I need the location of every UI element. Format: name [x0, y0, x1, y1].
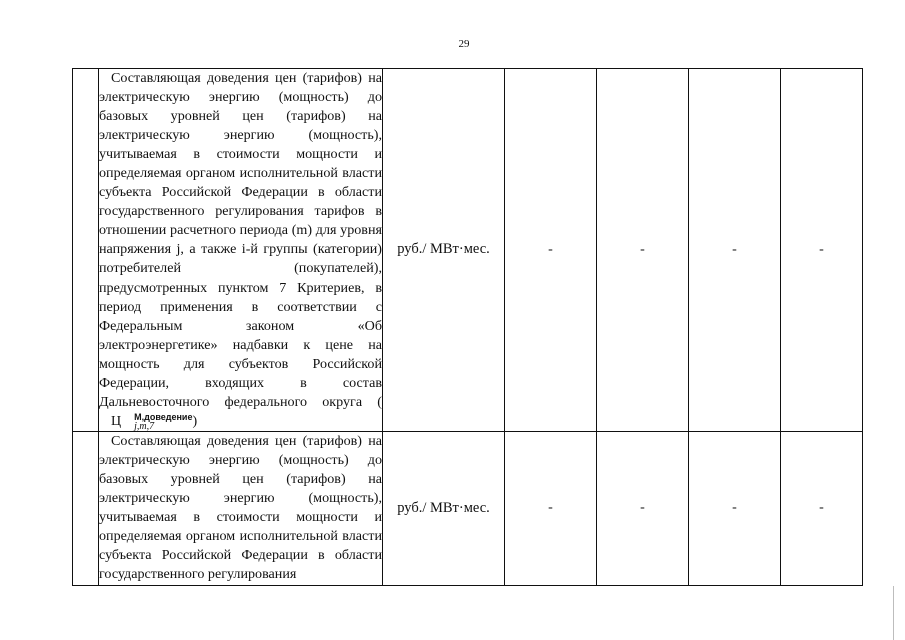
- row-number-cell: [73, 69, 99, 432]
- value-cell: -: [689, 69, 781, 432]
- tariff-table: [72, 68, 863, 586]
- description-cell: [99, 69, 383, 432]
- description-cell: [99, 431, 383, 585]
- page-number: 29: [458, 38, 470, 50]
- value-cell: -: [781, 69, 863, 432]
- value-cell: -: [781, 431, 863, 585]
- table-row: [73, 69, 863, 432]
- value-cell: -: [597, 69, 689, 432]
- table-row: [73, 431, 863, 585]
- row-number-cell: [73, 431, 99, 585]
- value-cell: -: [689, 431, 781, 585]
- description-text: Составляющая доведения цен (тарифов) на электрическую энергию (мощность) до базовых уровней цен (тарифов) на электрическую энергию (мощность), учитываемая в стоимости мощности и определяемая органом исполнительной власти субъекта Российской Федерации в области государственного регулирования тарифов в отношении расчетного периода (m) для уровня напряжения j, а также i-й группы (категории) потребителей (покупателей), предусмотренных пунктом 7 Критериев, в период применения в соответствии с Федеральным законом «Об электроэнергетике» надбавки к цене на мощность для субъектов Российской Федерации, входящих в состав Дальневосточного федерального округа (Ц М,доведение j,m,7 ): [99, 70, 382, 432]
- scan-artifact-line: [893, 586, 894, 640]
- formula: Ц М,доведение j,m,7: [111, 411, 193, 432]
- value-cell: -: [505, 69, 597, 432]
- description-text: Составляющая доведения цен (тарифов) на электрическую энергию (мощность) до базовых уровней цен (тарифов) на электрическую энергию (мощность), учитываемая в стоимости мощности и определяемая органом исполнительной власти субъекта Российской Федерации в области государственного регулирования: [99, 432, 382, 582]
- unit-cell: руб./ МВт·мес.: [383, 69, 505, 432]
- value-cell: -: [505, 431, 597, 585]
- value-cell: -: [597, 431, 689, 585]
- unit-cell: руб./ МВт·мес.: [383, 431, 505, 585]
